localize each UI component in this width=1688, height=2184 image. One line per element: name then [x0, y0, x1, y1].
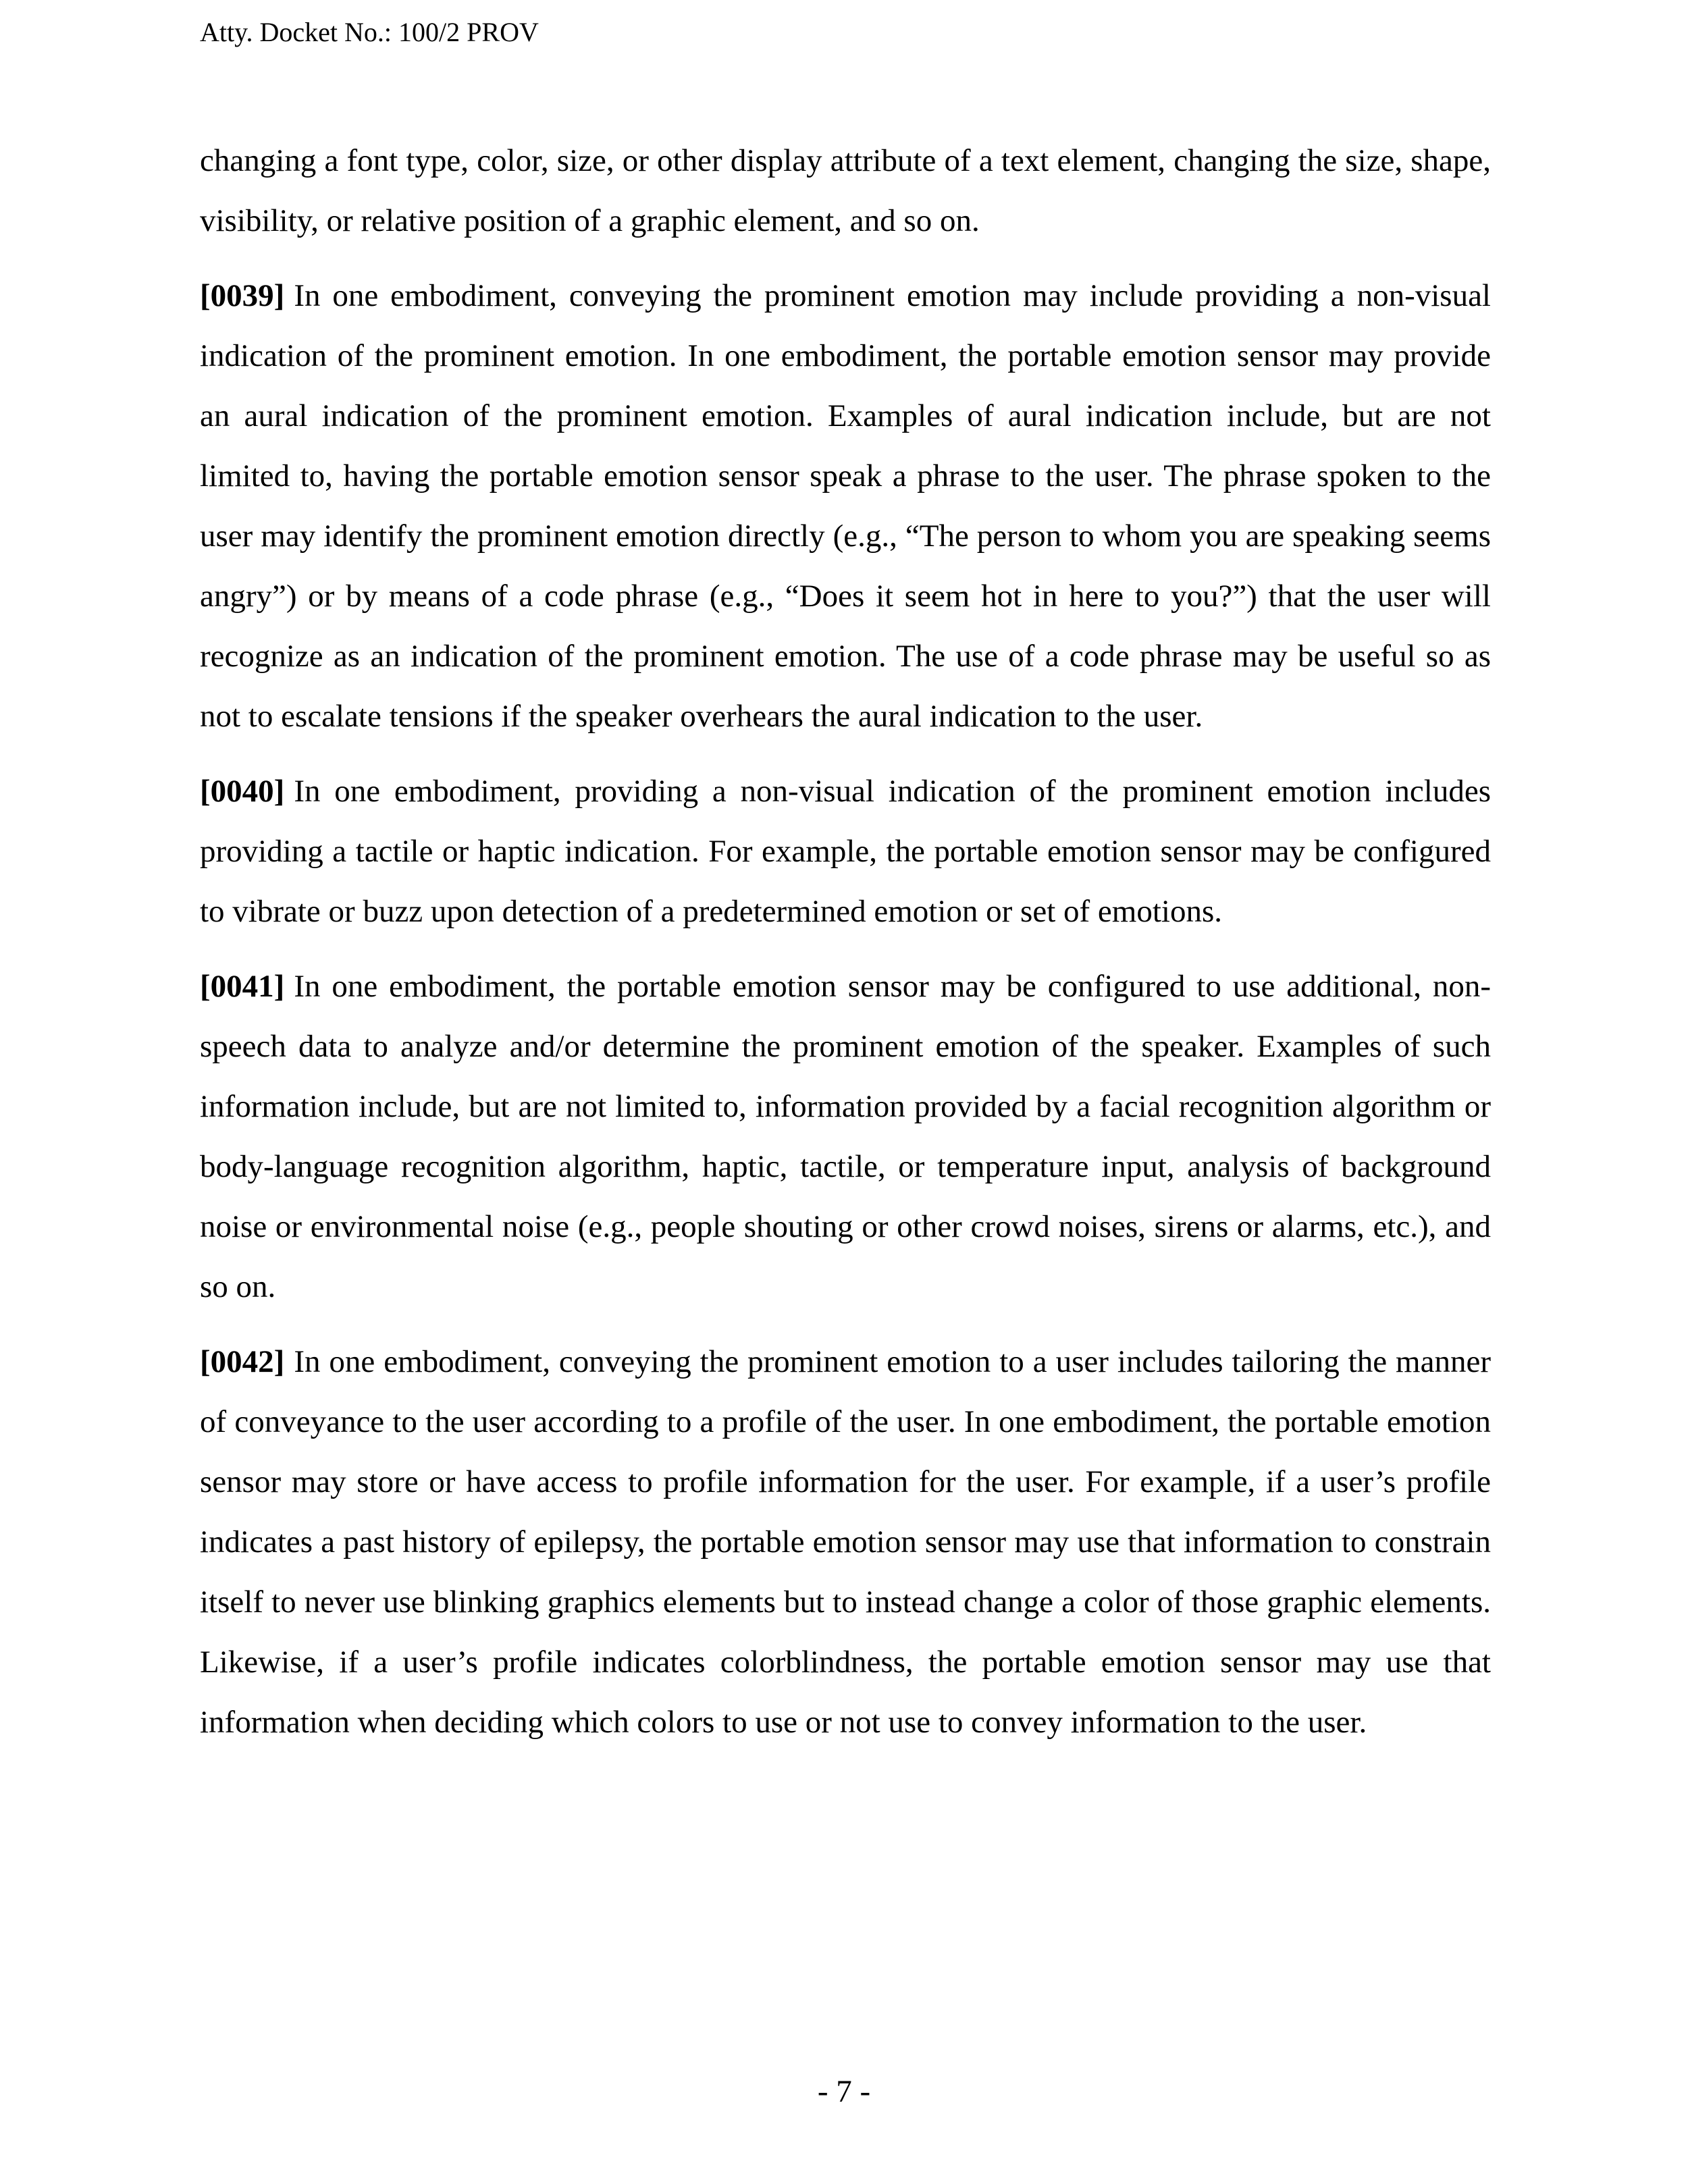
paragraph-text: In one embodiment, conveying the prominent emotion may include providing a non-visual indication of the prominent emotion. In one embodiment, the portable emotion sensor may provide an aural indication of the prominent emotion. Examples of aural indication include, but are not limited to, having the portable emotion sensor speak a phrase to the user. The phrase spoken to the user may identify the prominent emotion directly (e.g., “The person to whom you are speaking seems angry”) or by means of a code phrase (e.g., “Does it seem hot in here to you?”) that the user will recognize as an indication of the prominent emotion. The use of a code phrase may be useful so as not to escalate tensions if the speaker overhears the aural indication to the user.	[200, 278, 1491, 734]
page-number: - 7 -	[817, 2074, 871, 2109]
paragraph-number: [0039]	[200, 278, 285, 313]
paragraph-number: [0042]	[200, 1344, 285, 1379]
paragraph-text: In one embodiment, providing a non-visual indication of the prominent emotion includes providing a tactile or haptic indication. For example, the portable emotion sensor may be configured to vibrate or buzz upon detection of a predetermined emotion or set of emotions.	[200, 774, 1491, 929]
paragraph-0041	[200, 957, 1491, 1317]
continuation-paragraph	[200, 131, 1491, 251]
document-body	[200, 131, 1491, 1767]
paragraph-text: In one embodiment, the portable emotion sensor may be configured to use additional, non-speech data to analyze and/or determine the prominent emotion of the speaker. Examples of such information include, but are not limited to, information provided by a facial recognition algorithm or body-language recognition algorithm, haptic, tactile, or temperature input, analysis of background noise or environmental noise (e.g., people shouting or other crowd noises, sirens or alarms, etc.), and so on.	[200, 969, 1491, 1304]
paragraph-text: In one embodiment, conveying the prominent emotion to a user includes tailoring the manner of conveyance to the user according to a profile of the user. In one embodiment, the portable emotion sensor may store or have access to profile information for the user. For example, if a user’s profile indicates a past history of epilepsy, the portable emotion sensor may use that information to constrain itself to never use blinking graphics elements but to instead change a color of those graphic elements. Likewise, if a user’s profile indicates colorblindness, the portable emotion sensor may use that information when deciding which colors to use or not use to convey information to the user.	[200, 1344, 1491, 1740]
paragraph-0042	[200, 1332, 1491, 1753]
paragraph-0040	[200, 762, 1491, 942]
paragraph-number: [0041]	[200, 969, 285, 1004]
paragraph-text: changing a font type, color, size, or other display attribute of a text element, changing the size, shape, visibility, or relative position of a graphic element, and so on.	[200, 143, 1491, 238]
docket-header: Atty. Docket No.: 100/2 PROV	[200, 17, 539, 47]
paragraph-number: [0040]	[200, 774, 285, 809]
paragraph-0039	[200, 266, 1491, 747]
